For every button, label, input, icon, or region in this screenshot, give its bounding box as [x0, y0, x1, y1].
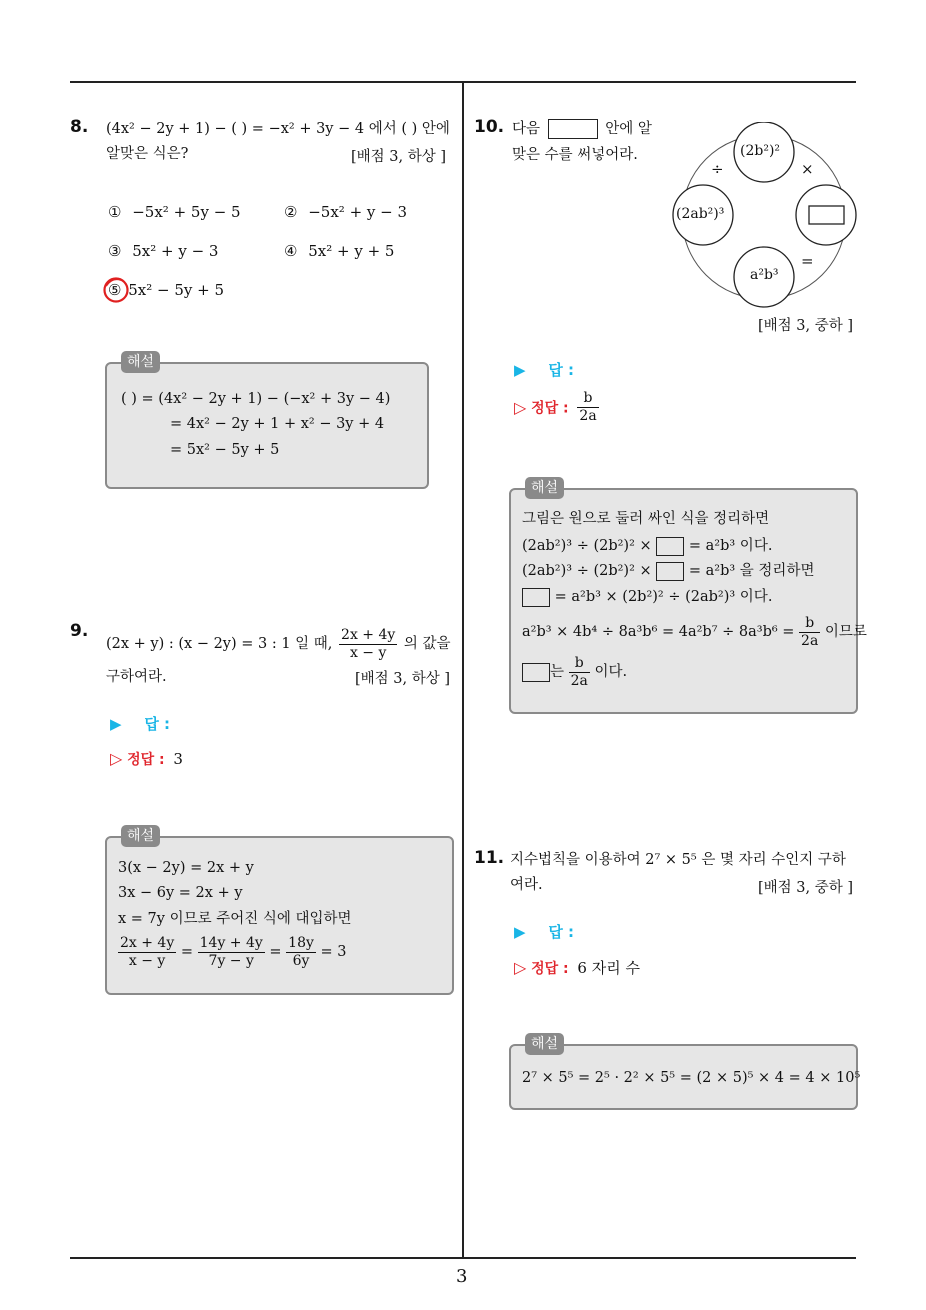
solution-10-blank-2: [656, 562, 684, 581]
choice-5-text: 5x² − 5y + 5: [128, 281, 225, 299]
bottom-rule: [70, 1257, 856, 1259]
solution-9-frac-3: [286, 935, 316, 970]
key-label-9: 정답 :: [127, 752, 165, 768]
question-9-score: [배점 3, 하상 ]: [355, 671, 451, 687]
solution-9-frac-1-num: 2x + 4y: [120, 934, 175, 951]
diagram-divide-operator: ÷: [711, 160, 724, 178]
question-10-score: [배점 3, 중하 ]: [758, 318, 854, 334]
choice-4[interactable]: [284, 242, 394, 260]
answer-label-9: 답 :: [144, 715, 171, 733]
key-value-10: [577, 390, 598, 425]
question-9-text-line2: 구하여라.: [106, 669, 167, 685]
key-row-9: [110, 749, 183, 769]
solution-10-blank-4: [522, 663, 550, 682]
question-9-fraction-den: x − y: [349, 644, 387, 661]
page-number: 3: [456, 1266, 468, 1287]
solution-9-line4: $\frac{2x + 4y}{x - y}$ = $\frac{14y + 4y}{7y - y}$ = $\frac{18y}{6y}$ = 3: [120, 934, 347, 969]
solution-10-line3-a: (2ab²)³ ÷ (2b²)² ×: [522, 563, 652, 579]
answer-row-11[interactable]: [514, 921, 574, 942]
choice-4-number: ④: [284, 242, 298, 260]
solution-9-frac-2-den: 7y − y: [208, 952, 254, 969]
question-8-number: 8.: [70, 117, 89, 137]
solution-10-frac-2: [569, 655, 590, 690]
solution-10-line2: [522, 535, 772, 557]
question-8-score: [배점 3, 하상 ]: [351, 149, 447, 165]
question-10-text-a: 다음: [512, 121, 541, 137]
question-9-fraction: [339, 627, 397, 662]
diagram-top-term: (2b²)²: [740, 143, 781, 159]
solution-9-line1: 3(x − 2y) = 2x + y: [118, 860, 254, 876]
answer-row-10[interactable]: [514, 359, 574, 380]
solution-10-line2-a: (2ab²)³ ÷ (2b²)² ×: [522, 538, 652, 554]
solution-10-line1: 그림은 원으로 둘러 싸인 식을 정리하면: [522, 511, 770, 527]
question-8-text-line2: 알맞은 식은?: [106, 146, 189, 162]
choice-5-number: ⑤: [108, 281, 122, 299]
key-row-10: [514, 390, 599, 425]
column-divider: [462, 83, 464, 1258]
solution-10-line6-b: 이다.: [594, 664, 628, 680]
answer-row-9[interactable]: [110, 713, 170, 734]
solution-10-frac-1-den: 2a: [801, 632, 819, 649]
solution-9-line3: x = 7y 이므로 주어진 식에 대입하면: [118, 911, 352, 927]
answer-label-10: 답 :: [548, 361, 575, 379]
answer-arrow-icon-9: ▶: [110, 715, 122, 733]
selected-answer-circle: [102, 276, 130, 304]
answer-arrow-icon-11: ▶: [514, 923, 526, 941]
question-10-text-line2: 맞은 수를 써넣어라.: [512, 147, 638, 163]
solution-8-line3: = 5x² − 5y + 5: [170, 442, 280, 458]
key-value-11: 6 자리 수: [577, 959, 640, 977]
solution-tag-8: 해설: [121, 351, 160, 373]
solution-9-line2: 3x − 6y = 2x + y: [118, 885, 243, 901]
solution-9-result: = 3: [320, 944, 347, 960]
solution-10-line5-suffix: 이므로: [824, 624, 867, 640]
choice-3-number: ③: [108, 242, 122, 260]
question-9-number: 9.: [70, 621, 89, 641]
choice-2[interactable]: [284, 203, 407, 221]
choice-1-text: −5x² + 5y − 5: [132, 203, 241, 221]
solution-10-line5-text: a²b³ × 4b⁴ ÷ 8a³b⁶ = 4a²b⁷ ÷ 8a³b⁶ =: [522, 624, 795, 640]
solution-10-frac-2-den: 2a: [570, 672, 588, 689]
solution-10-line3: [522, 560, 814, 582]
solution-9-frac-3-num: 18y: [288, 934, 314, 951]
key-label-10: 정답 :: [531, 400, 569, 417]
solution-10-line6: [522, 653, 627, 691]
question-10-text-b: 안에 알: [605, 121, 652, 137]
question-9-suffix: 의 값을: [403, 636, 451, 652]
diagram-equals-operator: =: [801, 252, 814, 270]
solution-10-blank-3: [522, 588, 550, 607]
question-10-blank-box[interactable]: [548, 119, 598, 139]
solution-10-line5: [522, 613, 867, 651]
answer-arrow-icon-10: ▶: [514, 361, 526, 379]
diagram-left-term: (2ab²)³: [676, 206, 725, 222]
solution-9-frac-3-den: 6y: [292, 952, 310, 969]
key-row-11: [514, 957, 640, 978]
answer-label-11: 답 :: [548, 923, 575, 941]
solution-8-line2: = 4x² − 2y + 1 + x² − 3y + 4: [170, 416, 385, 432]
solution-tag-11: 해설: [525, 1033, 564, 1055]
question-11-text-line1: 지수법칙을 이용하여 2⁷ × 5⁵ 은 몇 자리 수인지 구하: [510, 852, 846, 868]
solution-9-frac-2-num: 14y + 4y: [199, 934, 263, 951]
solution-8-line1: ( ) = (4x² − 2y + 1) − (−x² + 3y − 4): [121, 391, 391, 407]
choice-1[interactable]: [108, 203, 241, 221]
diagram-bottom-term: a²b³: [750, 267, 779, 283]
key-value-10-den: 2a: [579, 408, 597, 424]
solution-9-frac-2: [198, 935, 265, 970]
choice-4-text: 5x² + y + 5: [308, 242, 395, 260]
key-label-11: 정답 :: [531, 961, 569, 977]
question-10-text-line1: [512, 119, 652, 139]
solution-11-line1: 2⁷ × 5⁵ = 2⁵ · 2² × 5⁵ = (2 × 5)⁵ × 4 = 4 × 10⁵: [522, 1070, 861, 1086]
solution-10-frac-1-num: b: [799, 615, 820, 633]
solution-10-line3-b: = a²b³ 을 정리하면: [688, 563, 815, 579]
question-9-text-line1: [106, 623, 451, 665]
solution-10-line4-text: = a²b³ × (2b²)² ÷ (2ab²)³ 이다.: [554, 589, 773, 605]
choice-1-number: ①: [108, 203, 122, 221]
choice-3[interactable]: [108, 242, 218, 260]
key-value-9: 3: [173, 750, 183, 768]
solution-10-frac-2-num: b: [569, 655, 590, 673]
solution-tag-9: 해설: [121, 825, 160, 847]
solution-10-line2-b: = a²b³ 이다.: [688, 538, 773, 554]
solution-tag-10: 해설: [525, 477, 564, 499]
choice-2-text: −5x² + y − 3: [308, 203, 408, 221]
question-9-ratio-text: (2x + y) : (x − 2y) = 3 : 1 일 때,: [106, 636, 333, 652]
diagram-multiply-operator: ×: [801, 160, 814, 178]
question-8-text-line1: (4x² − 2y + 1) − ( ) = −x² + 3y − 4 에서 ( ) 안에: [106, 121, 450, 137]
key-value-10-num: b: [577, 390, 598, 408]
solution-10-line4: [522, 586, 772, 608]
solution-9-frac-1: [118, 935, 176, 970]
choice-3-text: 5x² + y − 3: [132, 242, 219, 260]
question-11-number: 11.: [474, 848, 505, 868]
solution-10-frac-1: [799, 615, 820, 650]
question-9-fraction-num: 2x + 4y: [341, 626, 396, 643]
solution-9-frac-1-den: x − y: [128, 952, 166, 969]
question-10-number: 10.: [474, 117, 505, 137]
question-11-text-line2: 여라.: [510, 877, 543, 893]
choice-2-number: ②: [284, 203, 298, 221]
solution-10-line6-a: 는: [550, 664, 565, 680]
solution-10-blank-1: [656, 537, 684, 556]
question-11-score: [배점 3, 중하 ]: [758, 880, 854, 896]
key-arrow-icon-11: ▷: [514, 958, 527, 977]
key-arrow-icon-9: ▷: [110, 749, 123, 768]
key-arrow-icon-10: ▷: [514, 398, 527, 417]
